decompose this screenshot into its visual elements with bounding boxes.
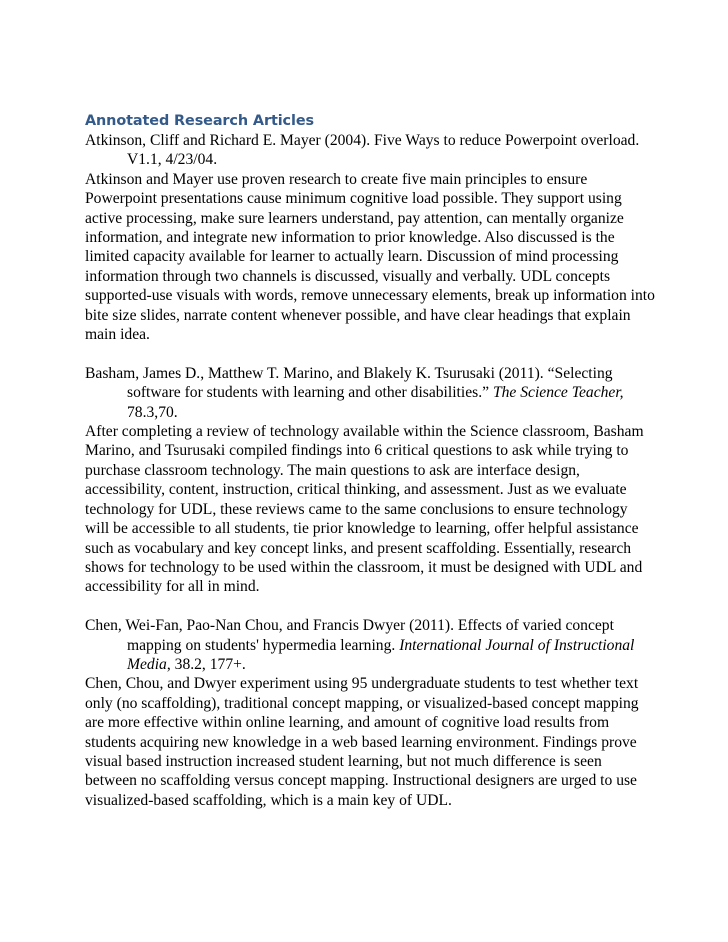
citation-atkinson <box>85 131 655 170</box>
paragraph-spacer <box>85 597 655 616</box>
citation-details: 78.3,70. <box>127 403 178 421</box>
citation-source: International Journal of Instructional Media <box>127 636 635 673</box>
citation-details: , 38.2, 177+. <box>166 655 246 673</box>
citation-source: The Science Teacher, <box>492 384 624 402</box>
annotation-basham: After completing a review of technology available within the Science classroom, Basham Marino, and Tsurusaki compiled findings into 6 critical questions to ask while trying to purchase classroom technology. The main questions to ask are interface design, accessibility, content, instruction, critical thinking, and assessment. Just as we evaluate technology for UDL, these reviews came to the same conclusions to ensure technology will be accessible to all students, tie prior knowledge to learning, offer helpful assistance such as vocabulary and key concept links, and present scaffolding. Essentially, research shows for technology to be used within the classroom, it must be designed with UDL and accessibility for all in mind. <box>85 423 644 596</box>
document-heading: Annotated Research Articles <box>85 113 314 129</box>
annotation-chen: Chen, Chou, and Dwyer experiment using 95 undergraduate students to test whether text only (no scaffolding), traditional concept mapping, or visualized-based concept mapping are more effective within online learning, and amount of cognitive load results from students acquiring new knowledge in a web based learning environment. Findings prove visual based instruction increased student learning, but not much difference is seen between no scaffolding versus concept mapping. Instructional designers are urged to use visualized-based scaffolding, which is a main key of UDL. <box>85 675 639 809</box>
paragraph-spacer <box>85 344 655 363</box>
document-page <box>85 112 655 810</box>
annotation-atkinson: Atkinson and Mayer use proven research to create five main principles to ensure Powerpoint presentations cause minimum cognitive load possible. They support using active processing, make sure learners understand, pay attention, can mentally organize information, and integrate new information to prior knowledge. Also discussed is the limited capacity available for learner to actually learn. Discussion of mind processing information through two channels is discussed, visually and verbally. UDL concepts supported-use visuals with words, remove unnecessary elements, break up information into bite size slides, narrate content whenever possible, and have clear headings that explain main idea. <box>85 170 655 344</box>
citation-text: Basham, James D., Matthew T. Marino, and Blakely K. Tsurusaki (2011). “Selecting software for students with learning and other disabilities.” <box>85 364 613 402</box>
citation-basham <box>85 364 655 422</box>
citation-text: Atkinson, Cliff and Richard E. Mayer (2004). Five Ways to reduce Powerpoint overload. V1.1, 4/23/04. <box>85 132 640 169</box>
citation-chen <box>85 616 655 674</box>
citation-text: Chen, Wei-Fan, Pao-Nan Chou, and Francis Dwyer (2011). Effects of varied concept mapping on students' hypermedia learning. <box>85 617 614 654</box>
